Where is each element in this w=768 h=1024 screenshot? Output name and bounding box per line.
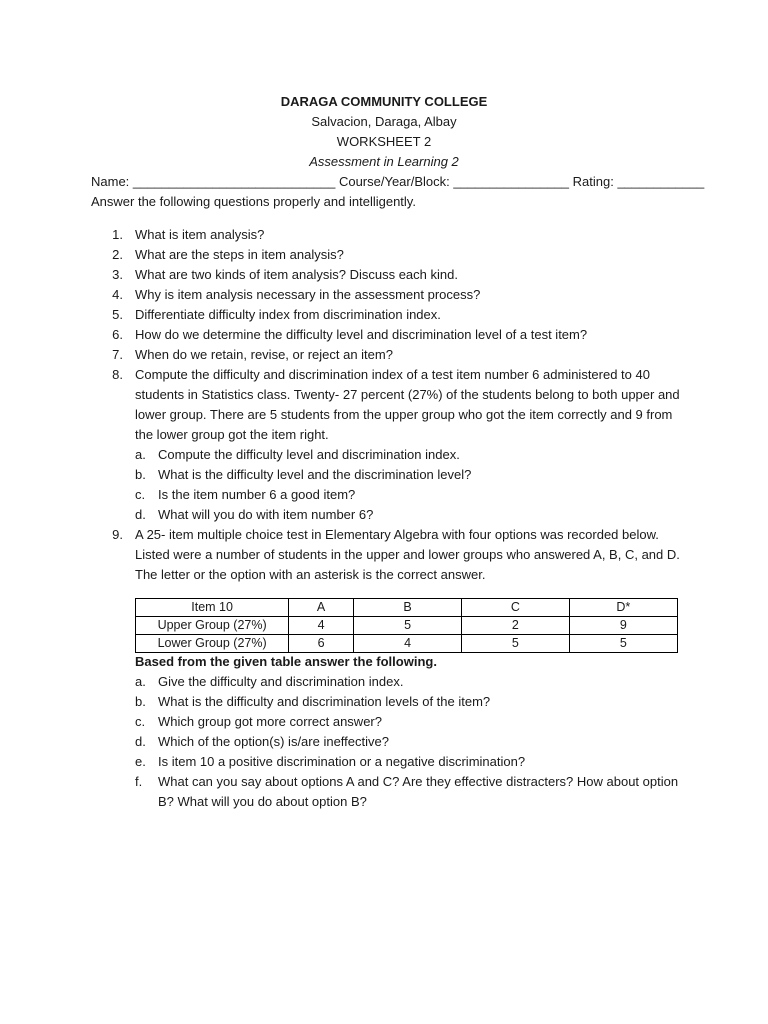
table-instruction: Based from the given table answer the following. (135, 654, 437, 669)
question-text-line: Compute the difficulty and discrimination index of a test item number 6 administered to 40 (135, 367, 650, 382)
sub-question-letter: e. (135, 754, 146, 769)
sub-question-letter: f. (135, 774, 143, 789)
table-cell: Upper Group (27%) (136, 617, 289, 635)
sub-question-letter: d. (135, 734, 146, 749)
question-text: What is item analysis? (135, 227, 265, 242)
school-address: Salvacion, Daraga, Albay (311, 114, 457, 129)
student-fields-line: Name: ____________________________ Course/Year/Block: ________________ Rating: ____________ (91, 174, 705, 189)
sub-question-letter: d. (135, 507, 146, 522)
sub-question-text: Is the item number 6 a good item? (158, 487, 356, 502)
sub-question-letter: a. (135, 674, 146, 689)
table-row (136, 635, 678, 653)
sub-question-letter: c. (135, 487, 146, 502)
table-cell: 9 (569, 617, 677, 635)
sub-question-text: Is item 10 a positive discrimination or a negative discrimination? (158, 754, 526, 769)
question-number: 8. (112, 367, 123, 382)
table-cell: 4 (353, 635, 461, 653)
subject-title: Assessment in Learning 2 (309, 154, 459, 169)
sub-question-text-line: B? What will you do about option B? (158, 794, 367, 809)
question-text: How do we determine the difficulty level and discrimination level of a test item? (135, 327, 588, 342)
table-header-cell: A (289, 599, 354, 617)
question-number: 3. (112, 267, 123, 282)
question-text-line: Listed were a number of students in the upper and lower groups who answered A, B, C, and D. (135, 547, 680, 562)
school-name: DARAGA COMMUNITY COLLEGE (280, 94, 488, 109)
table-header-cell: B (353, 599, 461, 617)
question-number: 4. (112, 287, 123, 302)
item-analysis-table (135, 598, 678, 653)
question-number: 2. (112, 247, 123, 262)
instruction-text: Answer the following questions properly and intelligently. (91, 194, 416, 209)
sub-question-text: Give the difficulty and discrimination index. (158, 674, 404, 689)
table-header-cell: C (462, 599, 569, 617)
sub-question-text: What is the difficulty and discrimination levels of the item? (158, 694, 491, 709)
sub-question-letter: a. (135, 447, 146, 462)
question-text-line: A 25- item multiple choice test in Elementary Algebra with four options was recorded below. (135, 527, 659, 542)
question-number: 9. (112, 527, 123, 542)
sub-question-text: What is the difficulty level and the discrimination level? (158, 467, 472, 482)
question-text-line: lower group. There are 5 students from the upper group who got the item correctly and 9 from (135, 407, 673, 422)
table-cell: 5 (462, 635, 569, 653)
sub-question-text: Which group got more correct answer? (158, 714, 382, 729)
question-text-line: The letter or the option with an asterisk is the correct answer. (135, 567, 486, 582)
table-cell: 5 (569, 635, 677, 653)
question-text: What are the steps in item analysis? (135, 247, 344, 262)
table-header-row (136, 599, 678, 617)
question-text: What are two kinds of item analysis? Discuss each kind. (135, 267, 458, 282)
table-cell: 5 (353, 617, 461, 635)
sub-question-text-line: What can you say about options A and C? Are they effective distracters? How about option (158, 774, 679, 789)
sub-question-letter: c. (135, 714, 146, 729)
question-number: 6. (112, 327, 123, 342)
table-cell: 2 (462, 617, 569, 635)
sub-question-text: Which of the option(s) is/are ineffective? (158, 734, 389, 749)
question-text-line: the lower group got the item right. (135, 427, 329, 442)
question-text: When do we retain, revise, or reject an item? (135, 347, 393, 362)
worksheet-title: WORKSHEET 2 (336, 134, 432, 149)
question-number: 5. (112, 307, 123, 322)
table-header-cell: Item 10 (136, 599, 289, 617)
sub-question-letter: b. (135, 694, 146, 709)
table-cell: 6 (289, 635, 354, 653)
table-row (136, 617, 678, 635)
sub-question-text: Compute the difficulty level and discrimination index. (158, 447, 460, 462)
sub-question-text: What will you do with item number 6? (158, 507, 374, 522)
table-header-cell: D* (569, 599, 677, 617)
question-text-line: students in Statistics class. Twenty- 27 percent (27%) of the students belong to both upper and (135, 387, 680, 402)
question-text: Why is item analysis necessary in the assessment process? (135, 287, 481, 302)
sub-question-letter: b. (135, 467, 146, 482)
question-text: Differentiate difficulty index from discrimination index. (135, 307, 441, 322)
question-number: 7. (112, 347, 123, 362)
table-cell: Lower Group (27%) (136, 635, 289, 653)
table-cell: 4 (289, 617, 354, 635)
question-number: 1. (112, 227, 123, 242)
